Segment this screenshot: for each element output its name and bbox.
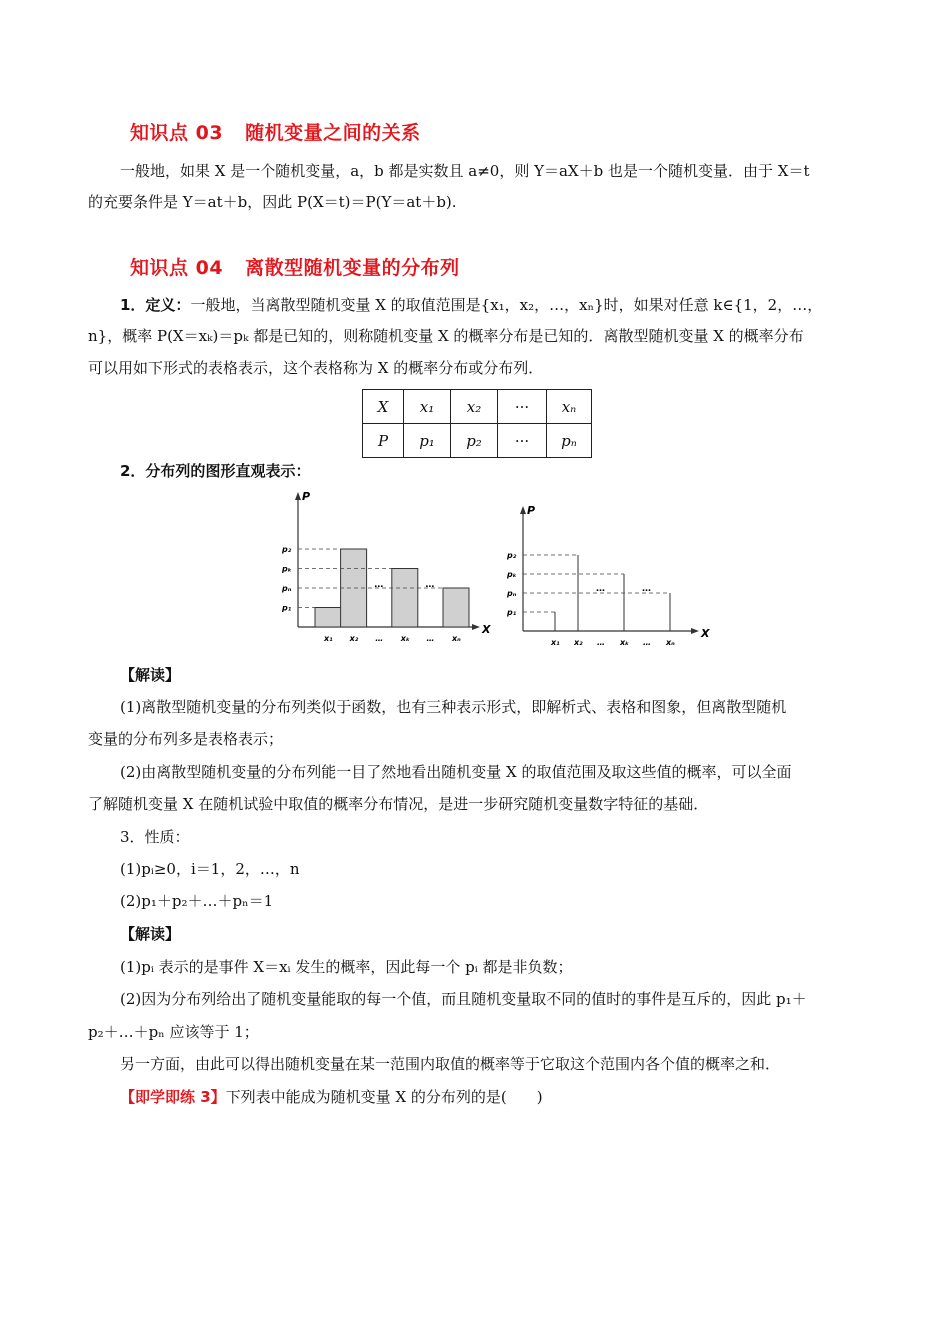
- property-1: (1)pᵢ≥0，i＝1，2，…，n: [120, 860, 300, 878]
- jiedu2-line2: (2)因为分布列给出了随机变量能取的每一个值，而且随机变量取不同的值时的事件是互斥的，因此 p₁＋: [120, 990, 807, 1008]
- bar: [392, 569, 418, 628]
- y-tick-label: p₂: [282, 545, 292, 554]
- jiedu-label-1: 【解读】: [120, 666, 181, 684]
- x-tick-label: xₖ: [620, 638, 630, 647]
- x-axis-arrow: [691, 628, 699, 634]
- table-cell: p₂: [451, 424, 498, 458]
- section-03-number: 知识点 03: [130, 122, 224, 144]
- ellipsis-mark: …: [642, 584, 651, 594]
- x-tick-label: xₙ: [452, 634, 461, 643]
- y-axis-label: P: [527, 504, 536, 517]
- sec03-line2: 的充要条件是 Y＝at＋b，因此 P(X＝t)＝P(Y＝at＋b).: [88, 193, 457, 211]
- exercise-text: 下列表中能成为随机变量 X 的分布列的是( ): [225, 1088, 543, 1106]
- x-tick-label: …: [426, 634, 435, 643]
- section-04-number: 知识点 04: [130, 257, 224, 279]
- x-axis-label: X: [482, 623, 491, 636]
- table-row-p: [363, 424, 592, 458]
- exercise-line: [88, 1086, 900, 1108]
- ellipsis-mark: …: [425, 580, 435, 590]
- table-cell: x₁: [404, 390, 451, 424]
- y-axis-label: P: [302, 490, 311, 503]
- bar: [443, 588, 469, 627]
- table-cell: pₙ: [547, 424, 592, 458]
- definition-line2: n}，概率 P(X＝xₖ)＝pₖ 都是已知的，则称随机变量 X 的概率分布是已知的．离散型随机变量 X 的概率分布: [88, 327, 804, 345]
- ellipsis-mark: …: [374, 580, 384, 590]
- table-cell: x₂: [451, 390, 498, 424]
- x-tick-label: …: [597, 638, 605, 647]
- table-cell: p₁: [404, 424, 451, 458]
- definition-line1: [88, 294, 900, 316]
- table-cell: X: [363, 390, 404, 424]
- x-tick-label: …: [643, 638, 651, 647]
- section-04-title: 离散型随机变量的分布列: [245, 257, 460, 279]
- properties-label: 3．性质：: [120, 828, 190, 846]
- jiedu1-line2: 变量的分布列多是表格表示；: [88, 730, 284, 748]
- definition-text1: 一般地，当离散型随机变量 X 的取值范围是{x₁，x₂，…，xₙ}时，如果对任意 k∈{1，2，…，: [190, 296, 823, 314]
- exercise-tag: 【即学即练 3】: [120, 1088, 226, 1106]
- line-chart-figure: [505, 502, 715, 654]
- table-cell: P: [363, 424, 404, 458]
- y-axis-arrow: [520, 506, 526, 514]
- definition-line3: 可以用如下形式的表格表示，这个表格称为 X 的概率分布或分布列．: [88, 359, 544, 377]
- table-cell: xₙ: [547, 390, 592, 424]
- table-cell: ···: [498, 390, 547, 424]
- y-tick-label: p₁: [282, 603, 292, 613]
- jiedu1-line3: (2)由离散型随机变量的分布列能一目了然地看出随机变量 X 的取值范围及取这些值的概率，可以全面: [120, 763, 792, 781]
- y-tick-label: pₖ: [507, 570, 517, 579]
- graph-label: 2．分布列的图形直观表示：: [120, 462, 311, 480]
- x-axis-label: X: [701, 627, 710, 640]
- x-tick-label: xₖ: [400, 634, 410, 643]
- jiedu-label-2: 【解读】: [120, 925, 181, 943]
- y-tick-label: pₖ: [282, 564, 292, 574]
- ellipsis-mark: …: [596, 584, 605, 594]
- jiedu1-line1: (1)离散型随机变量的分布列类似于函数，也有三种表示形式，即解析式、表格和图象，但离散型随机: [120, 698, 787, 716]
- sec03-line1: 一般地，如果 X 是一个随机变量，a，b 都是实数且 a≠0，则 Y＝aX＋b 也是一个随机变量．由于 X＝t: [120, 162, 810, 180]
- table-cell: ···: [498, 424, 547, 458]
- section-04-heading: [130, 253, 460, 280]
- x-tick-label: x₂: [349, 634, 359, 643]
- x-tick-label: x₂: [574, 638, 583, 647]
- jiedu1-line4: 了解随机变量 X 在随机试验中取值的概率分布情况，是进一步研究随机变量数字特征的基础．: [88, 795, 709, 813]
- property-2: (2)p₁＋p₂＋…＋pₙ＝1: [120, 892, 274, 910]
- y-axis-arrow: [295, 492, 301, 500]
- y-tick-label: pₙ: [282, 584, 292, 593]
- section-03-heading: [130, 118, 421, 145]
- section-03-title: 随机变量之间的关系: [245, 122, 421, 144]
- jiedu2-line1: (1)pᵢ 表示的是事件 X＝xᵢ 发生的概率，因此每一个 pᵢ 都是非负数；: [120, 958, 573, 976]
- bar: [315, 608, 341, 628]
- x-tick-label: …: [375, 634, 384, 643]
- x-axis-arrow: [472, 624, 480, 630]
- distribution-table: [362, 389, 592, 458]
- y-tick-label: pₙ: [507, 589, 517, 598]
- table-row-x: [363, 390, 592, 424]
- definition-label: 1．定义：: [120, 296, 191, 314]
- bar-chart-figure: [278, 488, 500, 650]
- jiedu2-line4: 另一方面，由此可以得出随机变量在某一范围内取值的概率等于它取这个范围内各个值的概率之和．: [120, 1055, 781, 1073]
- x-tick-label: xₙ: [666, 638, 675, 647]
- x-tick-label: x₁: [551, 638, 560, 647]
- y-tick-label: p₂: [507, 551, 517, 560]
- y-tick-label: p₁: [507, 608, 517, 617]
- x-tick-label: x₁: [324, 634, 333, 643]
- jiedu2-line3: p₂＋…＋pₙ 应该等于 1；: [88, 1023, 259, 1041]
